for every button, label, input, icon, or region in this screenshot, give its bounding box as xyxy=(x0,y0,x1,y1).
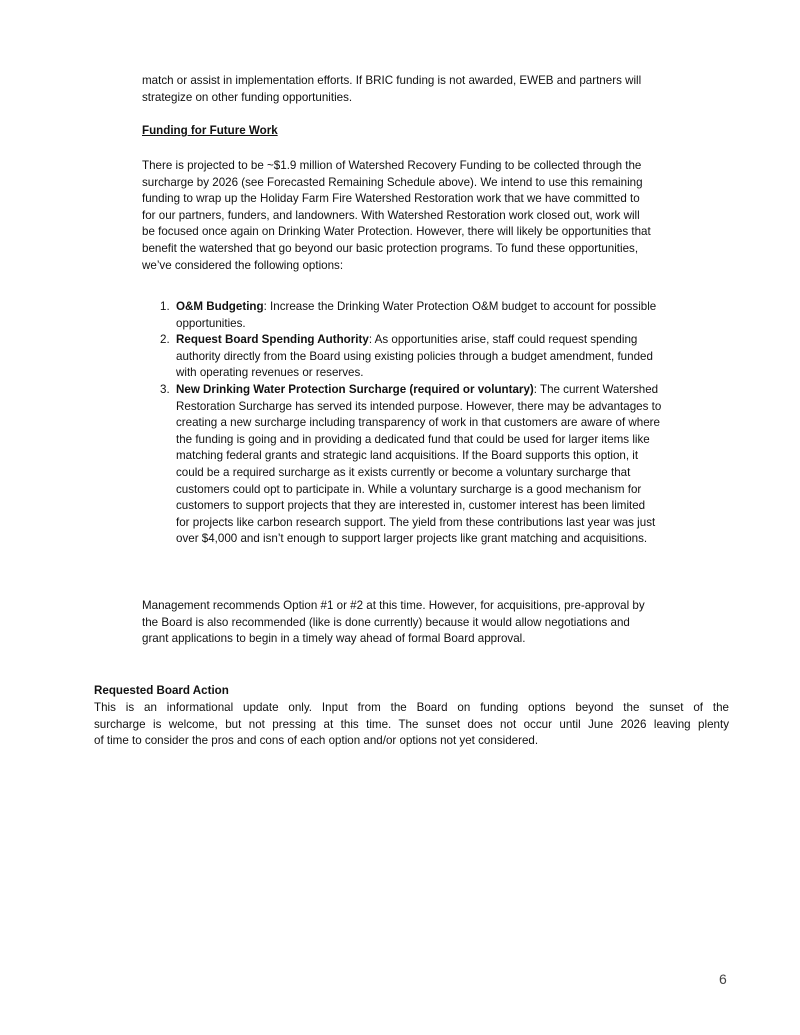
page-number: 6 xyxy=(719,971,727,987)
text-line: be focused once again on Drinking Water Protection. However, there will likely be opportunities that xyxy=(142,225,651,239)
option-text: : Increase the Drinking Water Protection O&M budget to account for possible xyxy=(263,300,657,313)
text-line: match or assist in implementation efforts. If BRIC funding is not awarded, EWEB and partners will xyxy=(142,74,642,87)
text-line: of time to consider the pros and cons of each option and/or options not yet considered. xyxy=(94,734,539,748)
text-line: the Board is also recommended (like is done currently) because it would allow negotiations and xyxy=(142,615,630,629)
text-line: with operating revenues or reserves. xyxy=(176,366,364,380)
section-heading: Funding for Future Work xyxy=(142,124,278,137)
text-line: creating a new surcharge including transparency of work in that customers are aware of where xyxy=(176,416,660,430)
text-line: opportunities. xyxy=(176,316,246,330)
option-item xyxy=(142,299,732,332)
text-line: This is an informational update only. Input from the Board on funding options beyond the sunset of the xyxy=(94,701,729,714)
option-title: O&M Budgeting xyxy=(176,300,264,313)
text-line: authority directly from the Board using existing policies through a budget amendment, funded xyxy=(176,349,653,363)
text-line: Restoration Surcharge has served its intended purpose. However, there may be advantages to xyxy=(176,399,662,413)
action-paragraph xyxy=(94,700,729,750)
option-item xyxy=(142,332,732,382)
text-line: customers to support projects that they are interested in, customer interest has been limited xyxy=(176,499,646,513)
text-line: for our partners, funders, and landowners. With Watershed Restoration work closed out, work will xyxy=(142,208,640,222)
text-line: strategize on other funding opportunities. xyxy=(142,90,353,104)
option-title: Request Board Spending Authority xyxy=(176,333,369,347)
text-line: over $4,000 and isn’t enough to support larger projects like grant matching and acquisitions. xyxy=(176,532,648,546)
option-text: : As opportunities arise, staff could request spending xyxy=(368,333,638,347)
text-line: Management recommends Option #1 or #2 at this time. However, for acquisitions, pre-approval by xyxy=(142,599,645,612)
text-line: benefit the watershed that go beyond our basic protection programs. To fund these opportunities, xyxy=(142,241,639,255)
action-heading: Requested Board Action xyxy=(94,684,229,697)
text-line: could be a required surcharge as it exists currently or become a voluntary surcharge that xyxy=(176,465,631,479)
options-list xyxy=(142,299,732,548)
text-line: grant applications to begin in a timely way ahead of formal Board approval. xyxy=(142,632,526,646)
text-line: surcharge is welcome, but not pressing at this time. The sunset does not occur until June 2026 leaving plenty xyxy=(94,717,729,731)
list-number: 3. xyxy=(160,382,170,396)
text-line: matching federal grants and strategic land acquisitions. If the Board supports this option, it xyxy=(176,449,639,463)
text-line: funding to wrap up the Holiday Farm Fire Watershed Restoration work that we have committed to xyxy=(142,192,640,206)
list-number: 1. xyxy=(160,300,170,313)
text-line: we’ve considered the following options: xyxy=(142,258,344,272)
option-item xyxy=(142,382,732,548)
intro-paragraph xyxy=(142,73,732,106)
text-line: customers could opt to participate in. While a voluntary surcharge is a good mechanism for xyxy=(176,482,642,496)
funding-paragraph xyxy=(142,158,732,274)
option-text: : The current Watershed xyxy=(533,382,659,396)
management-paragraph xyxy=(142,598,732,648)
list-number: 2. xyxy=(160,333,170,347)
text-line: for projects like carbon research support. The yield from these contributions last year was just xyxy=(176,515,656,529)
text-line: surcharge by 2026 (see Forecasted Remaining Schedule above). We intend to use this remaining xyxy=(142,175,643,189)
option-title: New Drinking Water Protection Surcharge (required or voluntary) xyxy=(176,382,534,396)
text-line: the funding is going and in providing a dedicated fund that could be used for larger items like xyxy=(176,432,650,446)
text-line: There is projected to be ~$1.9 million of Watershed Recovery Funding to be collected through the xyxy=(142,159,642,172)
